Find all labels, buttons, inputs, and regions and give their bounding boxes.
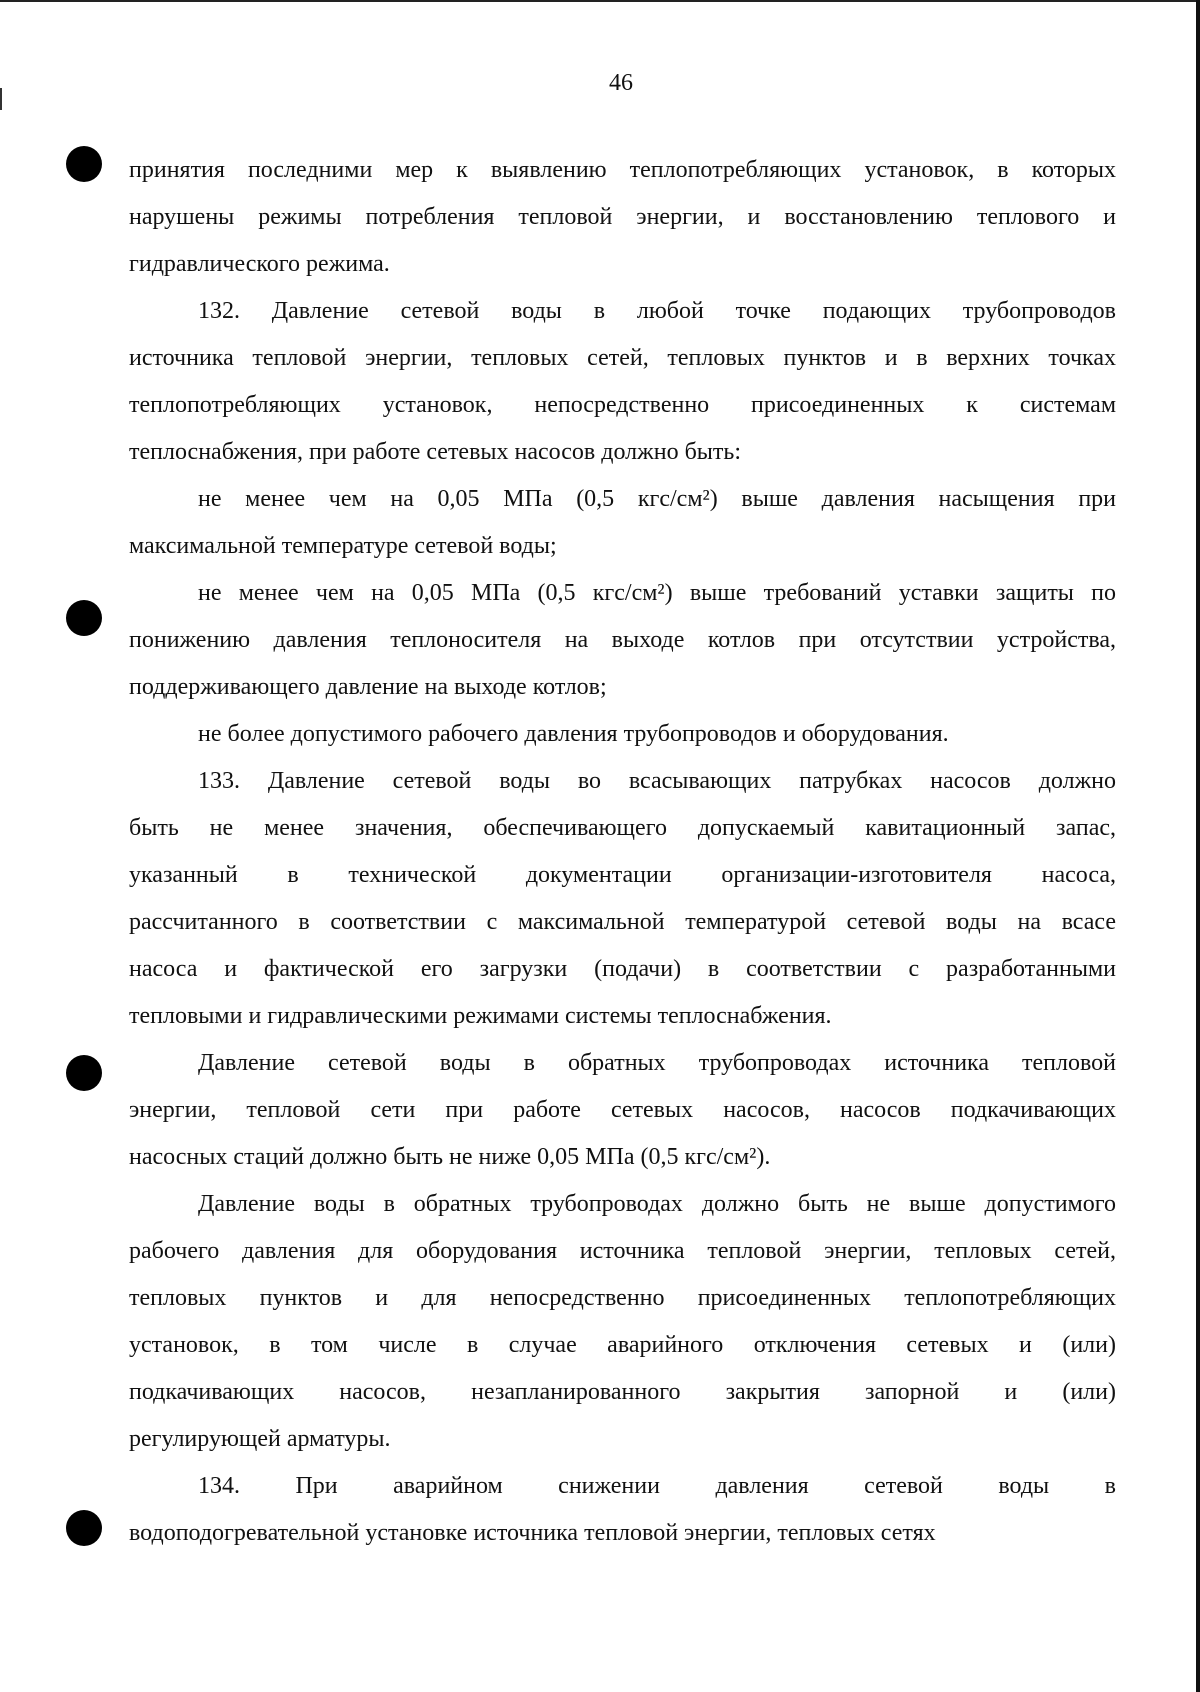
- paragraph: [129, 147, 1116, 288]
- paragraph: [129, 570, 1116, 711]
- text-line: понижению давления теплоносителя на выходе котлов при отсутствии устройства,: [129, 627, 1116, 653]
- text-line: рассчитанного в соответствии с максимальной температурой сетевой воды на всасе: [129, 909, 1116, 935]
- text-line: поддерживающего давление на выходе котлов;: [129, 674, 607, 700]
- text-line: энергии, тепловой сети при работе сетевых насосов, насосов подкачивающих: [129, 1097, 1116, 1123]
- text-line: не более допустимого рабочего давления трубопроводов и оборудования.: [198, 721, 949, 747]
- text-line: не менее чем на 0,05 МПа (0,5 кгс/см²) выше давления насыщения при: [198, 486, 1116, 512]
- punch-hole-4: [66, 1510, 102, 1546]
- text-line: источника тепловой энергии, тепловых сетей, тепловых пунктов и в верхних точках: [129, 345, 1116, 371]
- punch-hole-3: [66, 1055, 102, 1091]
- scan-right-edge: [1196, 0, 1200, 1692]
- scan-top-edge: [0, 0, 1200, 2]
- text-line: 134. При аварийном снижении давления сетевой воды в: [198, 1473, 1116, 1499]
- text-line: 132. Давление сетевой воды в любой точке подающих трубопроводов: [198, 298, 1116, 324]
- text-line: тепловых пунктов и для непосредственно присоединенных теплопотребляющих: [129, 1285, 1116, 1311]
- text-line: гидравлического режима.: [129, 251, 390, 277]
- paragraph: [129, 1040, 1116, 1181]
- document-body: [129, 147, 1116, 1557]
- text-line: подкачивающих насосов, незапланированного закрытия запорной и (или): [129, 1379, 1116, 1405]
- text-line: указанный в технической документации организации-изготовителя насоса,: [129, 862, 1116, 888]
- text-line: принятия последними мер к выявлению теплопотребляющих установок, в которых: [129, 157, 1116, 183]
- page-number: 46: [609, 70, 633, 96]
- punch-hole-2: [66, 600, 102, 636]
- text-line: установок, в том числе в случае аварийного отключения сетевых и (или): [129, 1332, 1116, 1358]
- text-line: насоса и фактической его загрузки (подачи) в соответствии с разработанными: [129, 956, 1116, 982]
- paragraph: [129, 476, 1116, 570]
- text-line: теплоснабжения, при работе сетевых насосов должно быть:: [129, 439, 741, 465]
- text-line: максимальной температуре сетевой воды;: [129, 533, 557, 559]
- text-line: регулирующей арматуры.: [129, 1426, 391, 1452]
- text-line: не менее чем на 0,05 МПа (0,5 кгс/см²) выше требований уставки защиты по: [198, 580, 1116, 606]
- text-line: насосных стаций должно быть не ниже 0,05 МПа (0,5 кгс/см²).: [129, 1144, 771, 1170]
- text-line: теплопотребляющих установок, непосредственно присоединенных к системам: [129, 392, 1116, 418]
- text-line: 133. Давление сетевой воды во всасывающих патрубках насосов должно: [198, 768, 1116, 794]
- text-line: тепловыми и гидравлическими режимами системы теплоснабжения.: [129, 1003, 832, 1029]
- text-line: быть не менее значения, обеспечивающего допускаемый кавитационный запас,: [129, 815, 1116, 841]
- punch-hole-1: [66, 146, 102, 182]
- paragraph: [129, 288, 1116, 476]
- text-line: Давление сетевой воды в обратных трубопроводах источника тепловой: [198, 1050, 1116, 1076]
- text-line: Давление воды в обратных трубопроводах должно быть не выше допустимого: [198, 1191, 1116, 1217]
- paragraph: [129, 1463, 1116, 1557]
- paragraph: [129, 1181, 1116, 1463]
- paragraph: [129, 711, 1116, 758]
- text-line: нарушены режимы потребления тепловой энергии, и восстановлению теплового и: [129, 204, 1116, 230]
- text-line: рабочего давления для оборудования источника тепловой энергии, тепловых сетей,: [129, 1238, 1116, 1264]
- text-line: водоподогревательной установке источника тепловой энергии, тепловых сетях: [129, 1520, 936, 1546]
- paragraph: [129, 758, 1116, 1040]
